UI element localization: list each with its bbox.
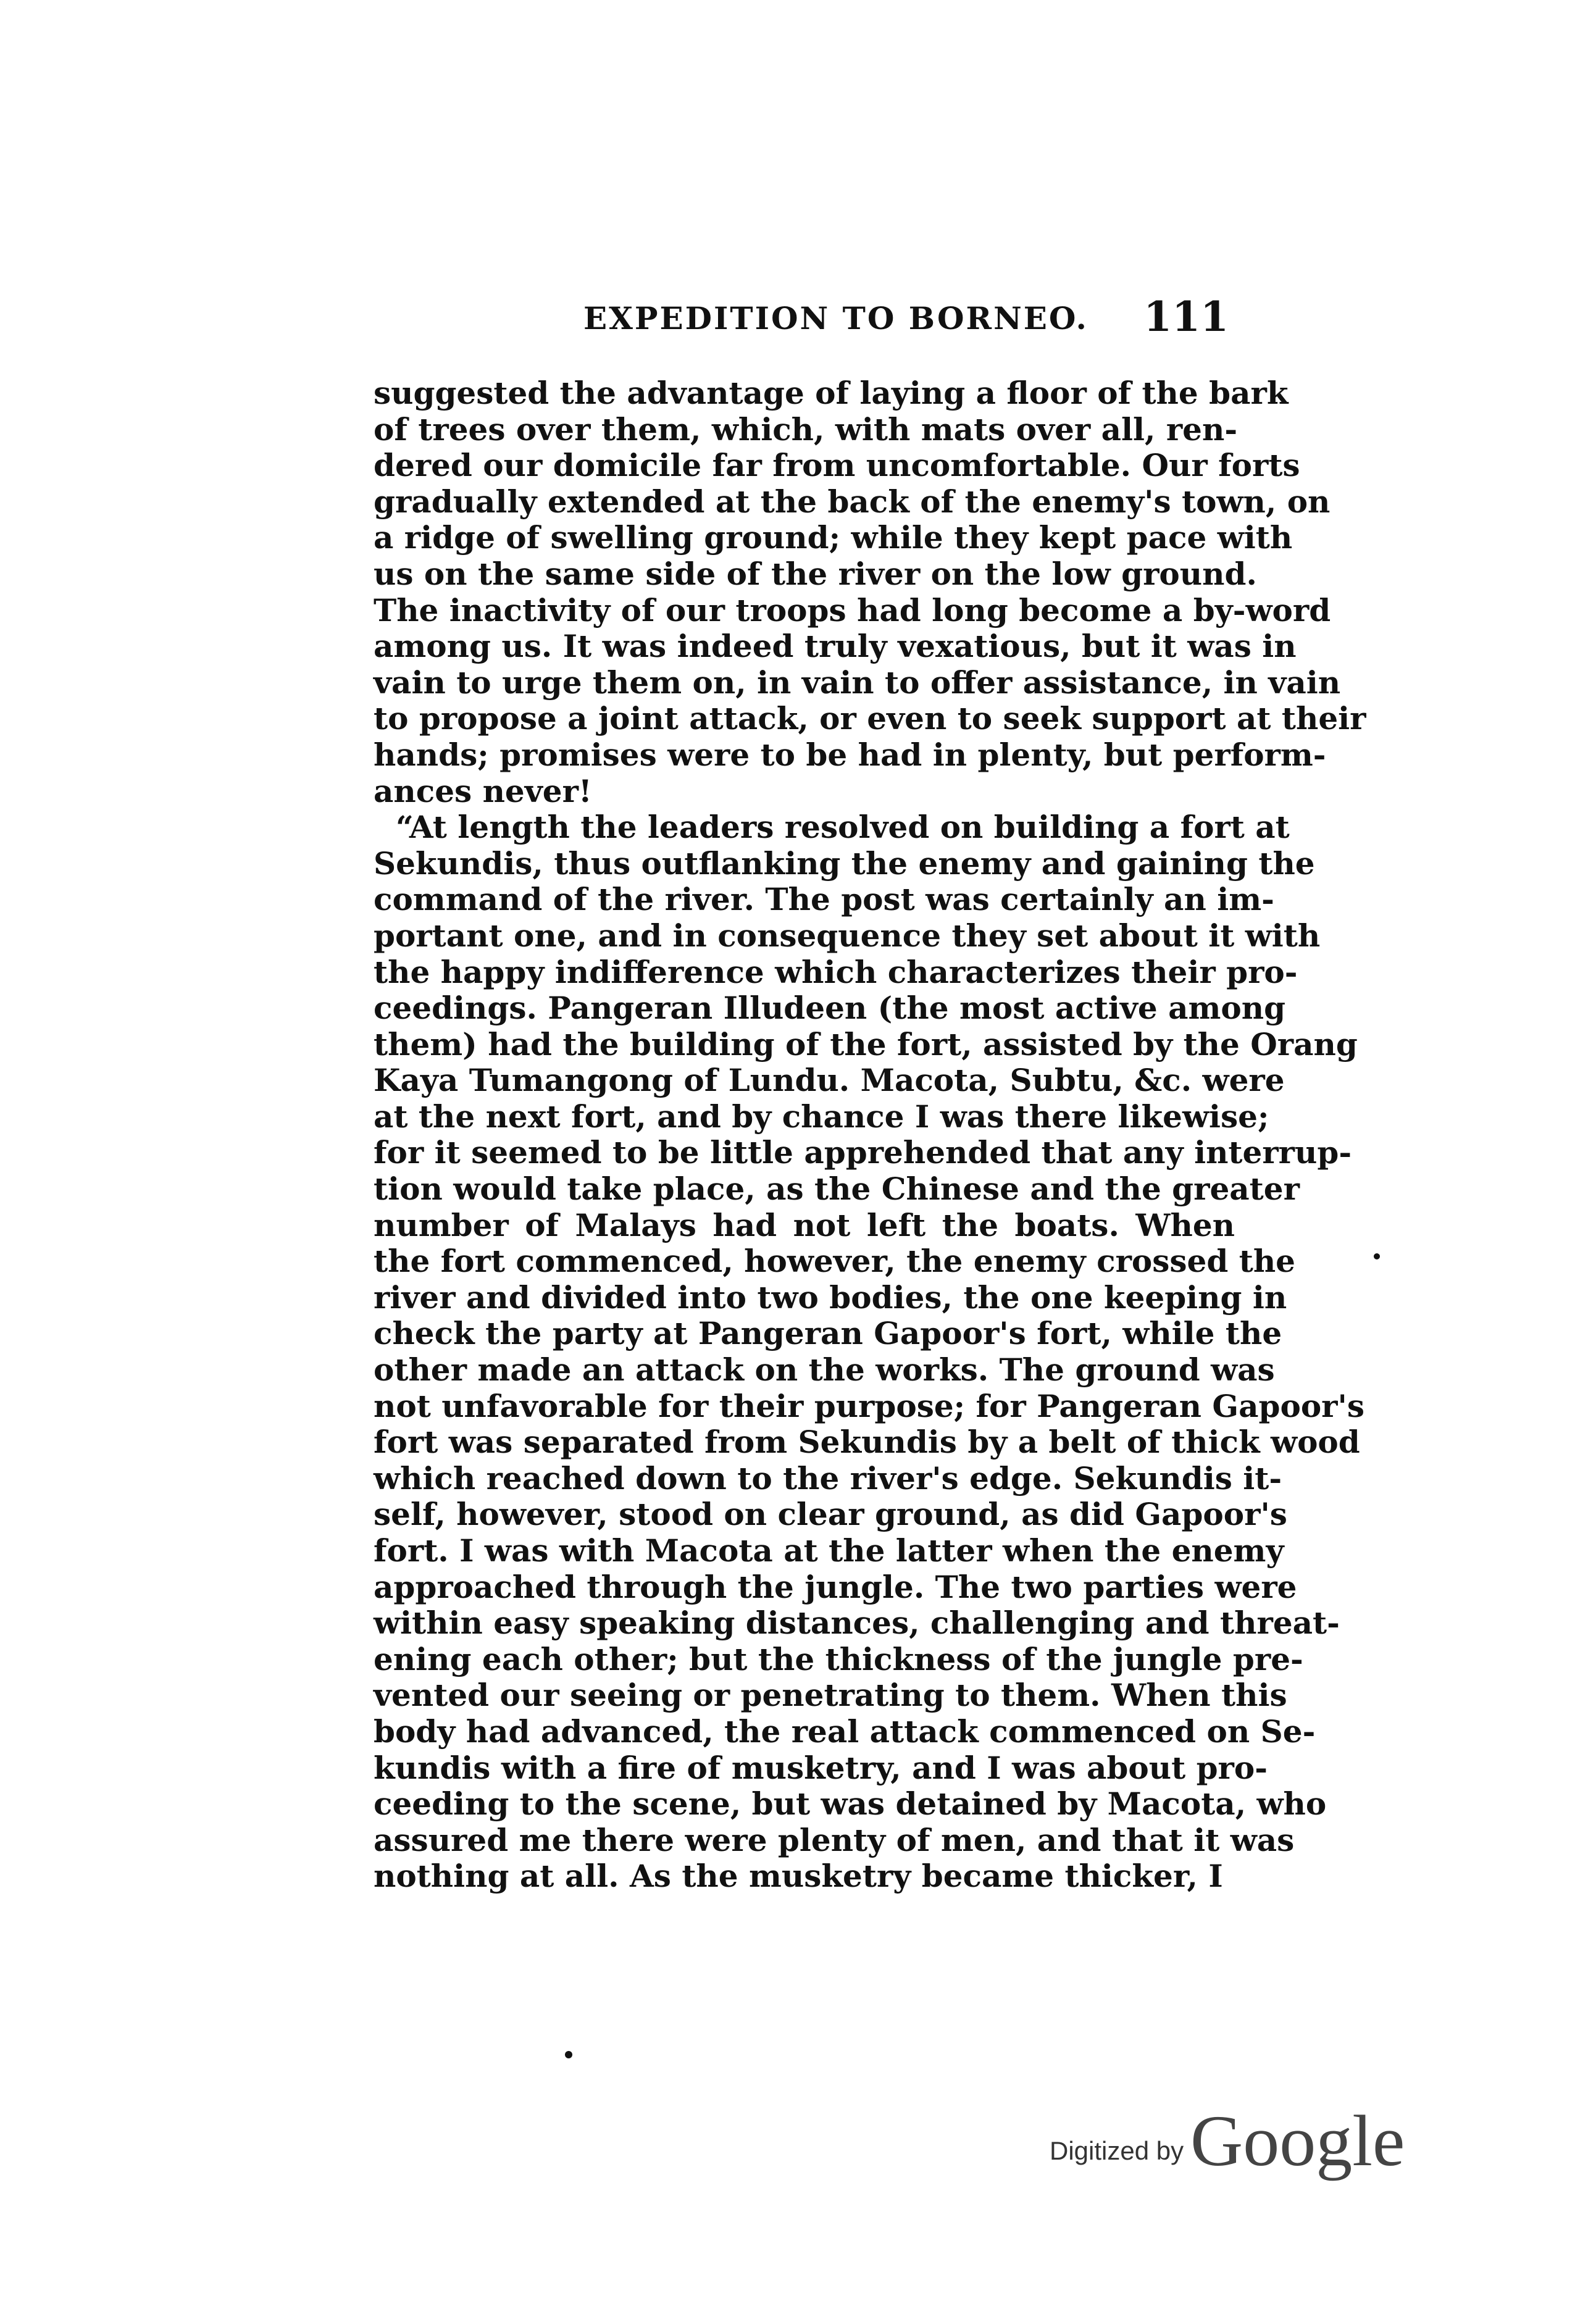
text-line: to propose a joint attack, or even to seek support at their [374,700,1366,737]
text-line: among us. It was indeed truly vexatious, but it was in [374,628,1297,665]
text-line: fort was separated from Sekundis by a belt of thick wood [374,1424,1360,1461]
text-line: ances never! [374,772,592,809]
text-line: us on the same side of the river on the low ground. [374,555,1257,592]
text-line: ceedings. Pangeran Illudeen (the most active among [374,990,1286,1027]
digitized-by-label: Digitized by [1050,2136,1184,2165]
stray-mark [565,2051,572,2058]
text-line: assured me there were plenty of men, and that it was [374,1821,1295,1858]
text-line: them) had the building of the fort, assisted by the Orang [374,1025,1358,1063]
text-line: check the party at Pangeran Gapoor's fort, while the [374,1315,1282,1352]
text-line: approached through the jungle. The two parties were [374,1568,1297,1605]
text-line: body had advanced, the real attack commenced on Se- [374,1713,1316,1750]
text-line: vented our seeing or penetrating to them. When this [374,1677,1287,1714]
text-line: for it seemed to be little apprehended that any interrup- [374,1134,1352,1171]
text-line: other made an attack on the works. The ground was [374,1351,1275,1389]
paragraph [374,809,1364,1895]
text-line: suggested the advantage of laying a floor of the bark [374,375,1289,411]
text-line: which reached down to the river's edge. Sekundis it- [374,1460,1282,1497]
text-line: dered our domicile far from uncomfortable. Our forts [374,447,1300,484]
text-line: of trees over them, which, with mats over all, ren- [374,411,1238,448]
text-line: number of Malays had not left the boats. When [374,1206,1235,1243]
text-line: Kaya Tumangong of Lundu. Macota, Subtu, &c. were [374,1062,1285,1099]
text-line: nothing at all. As the musketry became thicker, I [374,1858,1223,1895]
text-line: gradually extended at the back of the enemy's town, on [374,483,1331,520]
text-line: hands; promises were to be had in plenty, but perform- [374,736,1326,773]
text-line: “At length the leaders resolved on building a fort at [396,809,1290,846]
stray-mark [1374,1253,1380,1259]
page-number: 111 [1143,293,1229,341]
body-text [374,375,1366,1895]
digitized-by-google-watermark [1050,2099,1405,2181]
text-line: Sekundis, thus outflanking the enemy and gaining the [374,845,1315,882]
page-header [380,295,1235,345]
text-line: not unfavorable for their purpose; for Pangeran Gapoor's [374,1387,1364,1424]
text-line: kundis with a fire of musketry, and I was about pro- [374,1749,1268,1786]
text-line: The inactivity of our troops had long become a by-word [374,591,1331,629]
running-title: EXPEDITION TO BORNEO. [583,300,1088,336]
text-line: ceeding to the scene, but was detained by Macota, who [374,1785,1327,1823]
text-line: fort. I was with Macota at the latter when the enemy [374,1532,1284,1569]
text-line: portant one, and in consequence they set about it with [374,917,1321,954]
text-line: the happy indifference which characterizes their pro- [374,953,1298,990]
text-line: within easy speaking distances, challenging and threat- [374,1605,1340,1642]
text-line: self, however, stood on clear ground, as did Gapoor's [374,1496,1287,1533]
text-line: vain to urge them on, in vain to offer assistance, in vain [374,664,1341,701]
google-logo: Google [1190,2100,1405,2181]
paragraph [374,375,1366,809]
text-line: the fort commenced, however, the enemy crossed the [374,1243,1295,1280]
text-line: river and divided into two bodies, the one keeping in [374,1279,1287,1316]
text-line: tion would take place, as the Chinese and the greater [374,1171,1300,1208]
text-line: at the next fort, and by chance I was there likewise; [374,1098,1269,1135]
text-line: command of the river. The post was certainly an im- [374,881,1274,918]
text-line: ening each other; but the thickness of the jungle pre- [374,1640,1303,1677]
text-line: a ridge of swelling ground; while they kept pace with [374,519,1293,556]
